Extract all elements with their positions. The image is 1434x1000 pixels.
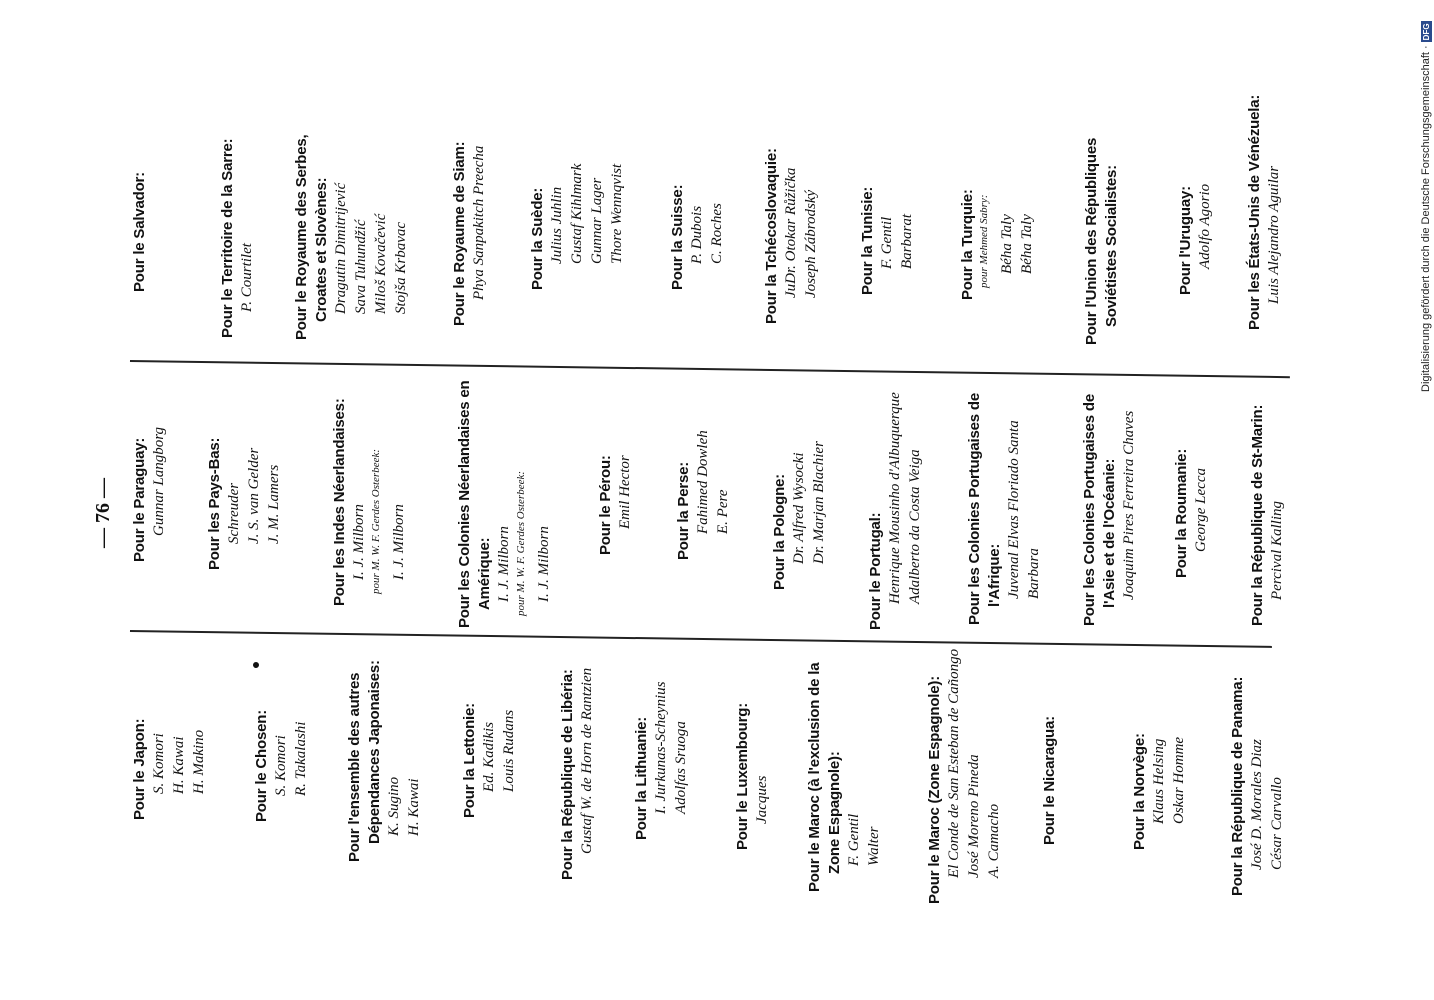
- credit-text: Digitalisierung gefördert durch die Deutsche Forschungsgemeinschaft ·: [1420, 45, 1432, 392]
- signatory-name: Barbara: [1026, 548, 1042, 599]
- country-heading-cont: Zone Espagnole):: [826, 751, 843, 874]
- country-heading: Pour le Chosen:: [253, 709, 270, 822]
- country-heading: Pour les Colonies Portugaises de: [1081, 394, 1098, 626]
- country-heading: Pour le Royaume des Serbes,: [293, 134, 310, 340]
- country-heading: Pour le Luxembourg:: [734, 702, 751, 850]
- country-heading: Pour la Pologne:: [771, 474, 788, 590]
- country-heading: Pour le Maroc (Zone Espagnole):: [926, 676, 943, 904]
- signatory-name: Louis Rudans: [501, 709, 517, 792]
- dfg-logo: DFG: [1422, 23, 1431, 41]
- country-heading: Pour la Roumanie:: [1173, 448, 1190, 578]
- signatory-name: Thore Wennqvist: [609, 163, 625, 264]
- signatory-name: Walter: [866, 826, 882, 866]
- signatory-name: Miloš Kovačević: [373, 213, 389, 314]
- signatory-name: R. Takalashi: [293, 721, 309, 796]
- signatory-name: Adolfas Sruoga: [673, 721, 689, 814]
- signatory-name: A. Camacho: [986, 803, 1002, 878]
- signatory-name: P. Courtilet: [239, 243, 255, 312]
- country-heading: Pour l'Uruguay:: [1177, 186, 1194, 295]
- country-heading: Pour la Perse:: [675, 461, 692, 560]
- signatory-name: I. J. Milborn: [391, 504, 407, 580]
- country-heading: Pour les États-Unis de Vénézuela:: [1246, 94, 1263, 330]
- signatory-name: Adalberto da Costa Veiga: [907, 449, 923, 604]
- country-heading-cont: Dépendances Japonaises:: [366, 660, 383, 844]
- signatory-name: Barbarat: [899, 213, 915, 269]
- ink-dot: [253, 662, 259, 668]
- signatory-name: Julius Juhlin: [549, 186, 565, 264]
- signatory-name: Gunnar Lager: [589, 177, 605, 264]
- country-heading: Pour la Suède:: [529, 187, 546, 290]
- country-heading: Pour les Colonies Portugaises de: [966, 393, 983, 625]
- signatory-name: S. Komori: [273, 735, 289, 796]
- proxy-note: pour Mehmed Sabry:: [978, 194, 990, 288]
- country-heading: Pour le Maroc (à l'exclusion de la: [806, 662, 823, 892]
- signatory-name: I. J. Milborn: [536, 526, 552, 602]
- signatory-name: K. Sugino: [386, 776, 402, 836]
- page-number: — 76 —: [92, 478, 114, 548]
- signatory-name: Jacques: [754, 775, 770, 824]
- signatory-name: I. Jurkunas-Scheynius: [653, 681, 669, 814]
- signatory-name: P. Dubois: [689, 205, 705, 264]
- signatory-name: Henrique Mousinho d'Albuquerque: [887, 392, 903, 604]
- signatory-name: H. Kawai: [406, 778, 422, 836]
- signatory-name: José D. Morales Diaz: [1249, 739, 1265, 870]
- country-heading: Pour la République de Libéria:: [559, 669, 576, 880]
- proxy-note: pour M. W. F. Gerdes Osterbeek:: [370, 448, 382, 594]
- signatory-name: J. M. Lamers: [266, 464, 282, 544]
- signatory-name: Béha Taly: [1019, 214, 1035, 274]
- country-heading-cont: Soviétistes Socialistes:: [1103, 165, 1120, 327]
- country-heading: Pour le Japon:: [131, 718, 148, 820]
- country-heading: Pour la Turquie:: [959, 189, 976, 300]
- country-heading-cont: l'Afrique:: [986, 543, 1003, 607]
- signatory-name: Dr. Alfred Wysocki: [791, 452, 807, 564]
- signatory-name: Emil Hector: [617, 455, 633, 529]
- country-heading: Pour les Pays-Bas:: [206, 437, 223, 570]
- signatory-name: Gustaf W. de Horn de Rantzien: [579, 667, 595, 854]
- country-heading: Pour la Tunisie:: [859, 186, 876, 295]
- country-heading: Pour le Royaume de Siam:: [451, 141, 468, 326]
- proxy-note: pour M. W. F. Gerdes Osterbeek:: [515, 470, 527, 616]
- signatory-name: Schreuder: [226, 482, 242, 544]
- country-heading: Pour l'Union des Républiques: [1083, 137, 1100, 345]
- signatory-name: Luis Alejandro Aguilar: [1266, 165, 1282, 304]
- signatory-name: Dr. Marjan Blachier: [811, 441, 827, 564]
- signatory-name: C. Roches: [709, 203, 725, 264]
- signatory-name: Sava Tuhundžić: [353, 219, 369, 314]
- country-heading: Pour la Lithuanie:: [633, 716, 650, 840]
- signatory-name: H. Kawai: [171, 736, 187, 794]
- country-heading: Pour les Colonies Néerlandaises en: [456, 380, 473, 628]
- country-heading: Pour le Portugal:: [867, 512, 884, 630]
- country-heading: Pour les Indes Néerlandaises:: [331, 398, 348, 606]
- signatory-name: Percival Kalling: [1269, 500, 1285, 600]
- signatory-name: Phya Sanpakitch Preecha: [471, 145, 487, 300]
- signatory-name: George Lecca: [1193, 468, 1209, 552]
- signatory-name: Klaus Helsing: [1151, 738, 1167, 824]
- country-heading: Pour la Lettonie:: [461, 703, 478, 818]
- country-heading-cont: Croates et Slovènes:: [313, 177, 330, 322]
- digitization-credit: [1420, 21, 1432, 392]
- signatory-name: JuDr. Otokar Růžička: [783, 167, 799, 298]
- column-rule-upper: [130, 360, 1290, 378]
- signatory-name: Juvenal Elvas Floriado Santa: [1006, 420, 1022, 599]
- signatory-name: J. S. van Gelder: [246, 447, 262, 544]
- signatory-name: Fahimed Dowleh: [695, 430, 711, 534]
- country-heading: Pour la Norvège:: [1131, 733, 1148, 850]
- signatory-name: Oskar Homme: [1171, 736, 1187, 824]
- country-heading-cont: l'Asie et de l'Océanie:: [1101, 458, 1118, 608]
- signatory-name: Ed. Kadikis: [481, 722, 497, 792]
- signatory-name: Joaquim Pires Ferreira Chaves: [1121, 410, 1137, 600]
- signatory-name: F. Gentil: [879, 216, 895, 269]
- signatory-name: Dragutin Dimitrijević: [333, 182, 349, 314]
- country-heading: Pour la Suisse:: [669, 184, 686, 290]
- signatory-name: Béha Taly: [999, 214, 1015, 274]
- country-heading: Pour la Tchécoslovaquie:: [763, 148, 780, 324]
- country-heading: Pour l'ensemble des autres: [346, 672, 363, 862]
- column-rule-lower: [130, 630, 1272, 647]
- signatory-name: Gustaf Kihlmark: [569, 163, 585, 264]
- country-heading: Pour le Salvador:: [131, 172, 148, 292]
- country-heading: Pour la République de Panama:: [1229, 676, 1246, 896]
- signatory-name: Joseph Zábrodský: [803, 189, 819, 298]
- signatory-name: E. Pere: [715, 489, 731, 534]
- country-heading: Pour le Territoire de la Sarre:: [219, 138, 236, 338]
- signatory-name: José Moreno Pineda: [966, 754, 982, 878]
- signatory-name: H. Makino: [191, 729, 207, 794]
- country-heading: Pour le Nicaragua:: [1041, 716, 1058, 845]
- signatory-name: I. J. Milborn: [351, 504, 367, 580]
- signatory-name: César Carvallo: [1269, 777, 1285, 870]
- signatory-name: Adolfo Agorio: [1197, 183, 1213, 269]
- country-heading: Pour le Paraguay:: [131, 437, 148, 562]
- country-heading: Pour la République de St-Marin:: [1249, 404, 1266, 626]
- signatory-name: El Conde de San Esteban de Cañongo: [946, 648, 962, 878]
- signatory-name: S. Komori: [151, 733, 167, 794]
- signatory-name: I. J. Milborn: [496, 526, 512, 602]
- country-heading-cont: Amérique:: [476, 537, 493, 610]
- signatory-name: F. Gentil: [846, 813, 862, 866]
- country-heading: Pour le Pérou:: [597, 455, 614, 555]
- signatory-name: Stojša Krbavac: [393, 221, 409, 314]
- signatory-name: Gunnar Langborg: [151, 426, 167, 536]
